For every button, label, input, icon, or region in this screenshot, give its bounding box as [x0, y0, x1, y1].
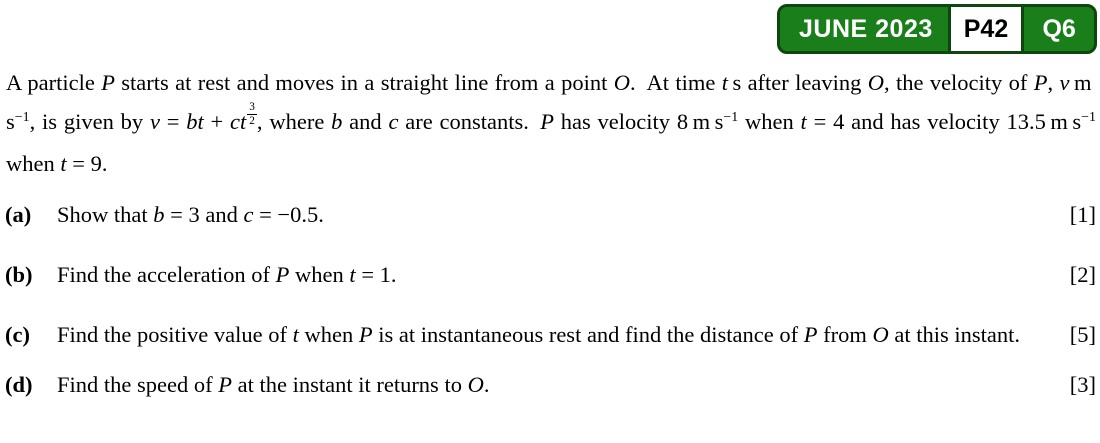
question-intro-paragraph: A particle P starts at rest and moves in a straight line from a point O. At time t s after leaving O, the velocity of P, v m $s^{-1}$, is given by v = bt + ct $\frac{3}{2}$ , where b and c are constants. P has velocity 8 m $s^{-1}$ when t = 4 and has velocity 13.5 m $s^{-1}$ when t = 9.	[6, 70, 1096, 176]
question-header-badge	[777, 4, 1097, 54]
part-label: (a)	[5, 202, 32, 227]
part-text: Show that b = 3 and c = −0.5.	[57, 202, 324, 227]
session-label: JUNE 2023	[799, 14, 933, 43]
part-text: Find the acceleration of P when t = 1.	[57, 262, 397, 287]
part-marks: [2]	[1069, 262, 1096, 287]
part-label: (b)	[5, 262, 33, 287]
paper-label: P42	[948, 7, 1024, 51]
part-row-d	[0, 366, 1100, 404]
part-row-a	[0, 196, 1100, 234]
part-marks: [1]	[1069, 202, 1096, 227]
part-label: (c)	[5, 322, 30, 347]
part-row-b	[0, 256, 1100, 294]
question-number-label: Q6	[1042, 14, 1076, 43]
part-marks: [3]	[1069, 372, 1096, 397]
question-parts	[0, 196, 1100, 426]
part-marks: [5]	[1069, 322, 1096, 347]
part-row-c	[0, 316, 1100, 354]
part-label: (d)	[5, 372, 33, 397]
part-text: Find the speed of P at the instant it returns to O.	[57, 372, 490, 397]
part-text: Find the positive value of t when P is at instantaneous rest and find the distance of P from O at this instant.	[57, 322, 1020, 347]
